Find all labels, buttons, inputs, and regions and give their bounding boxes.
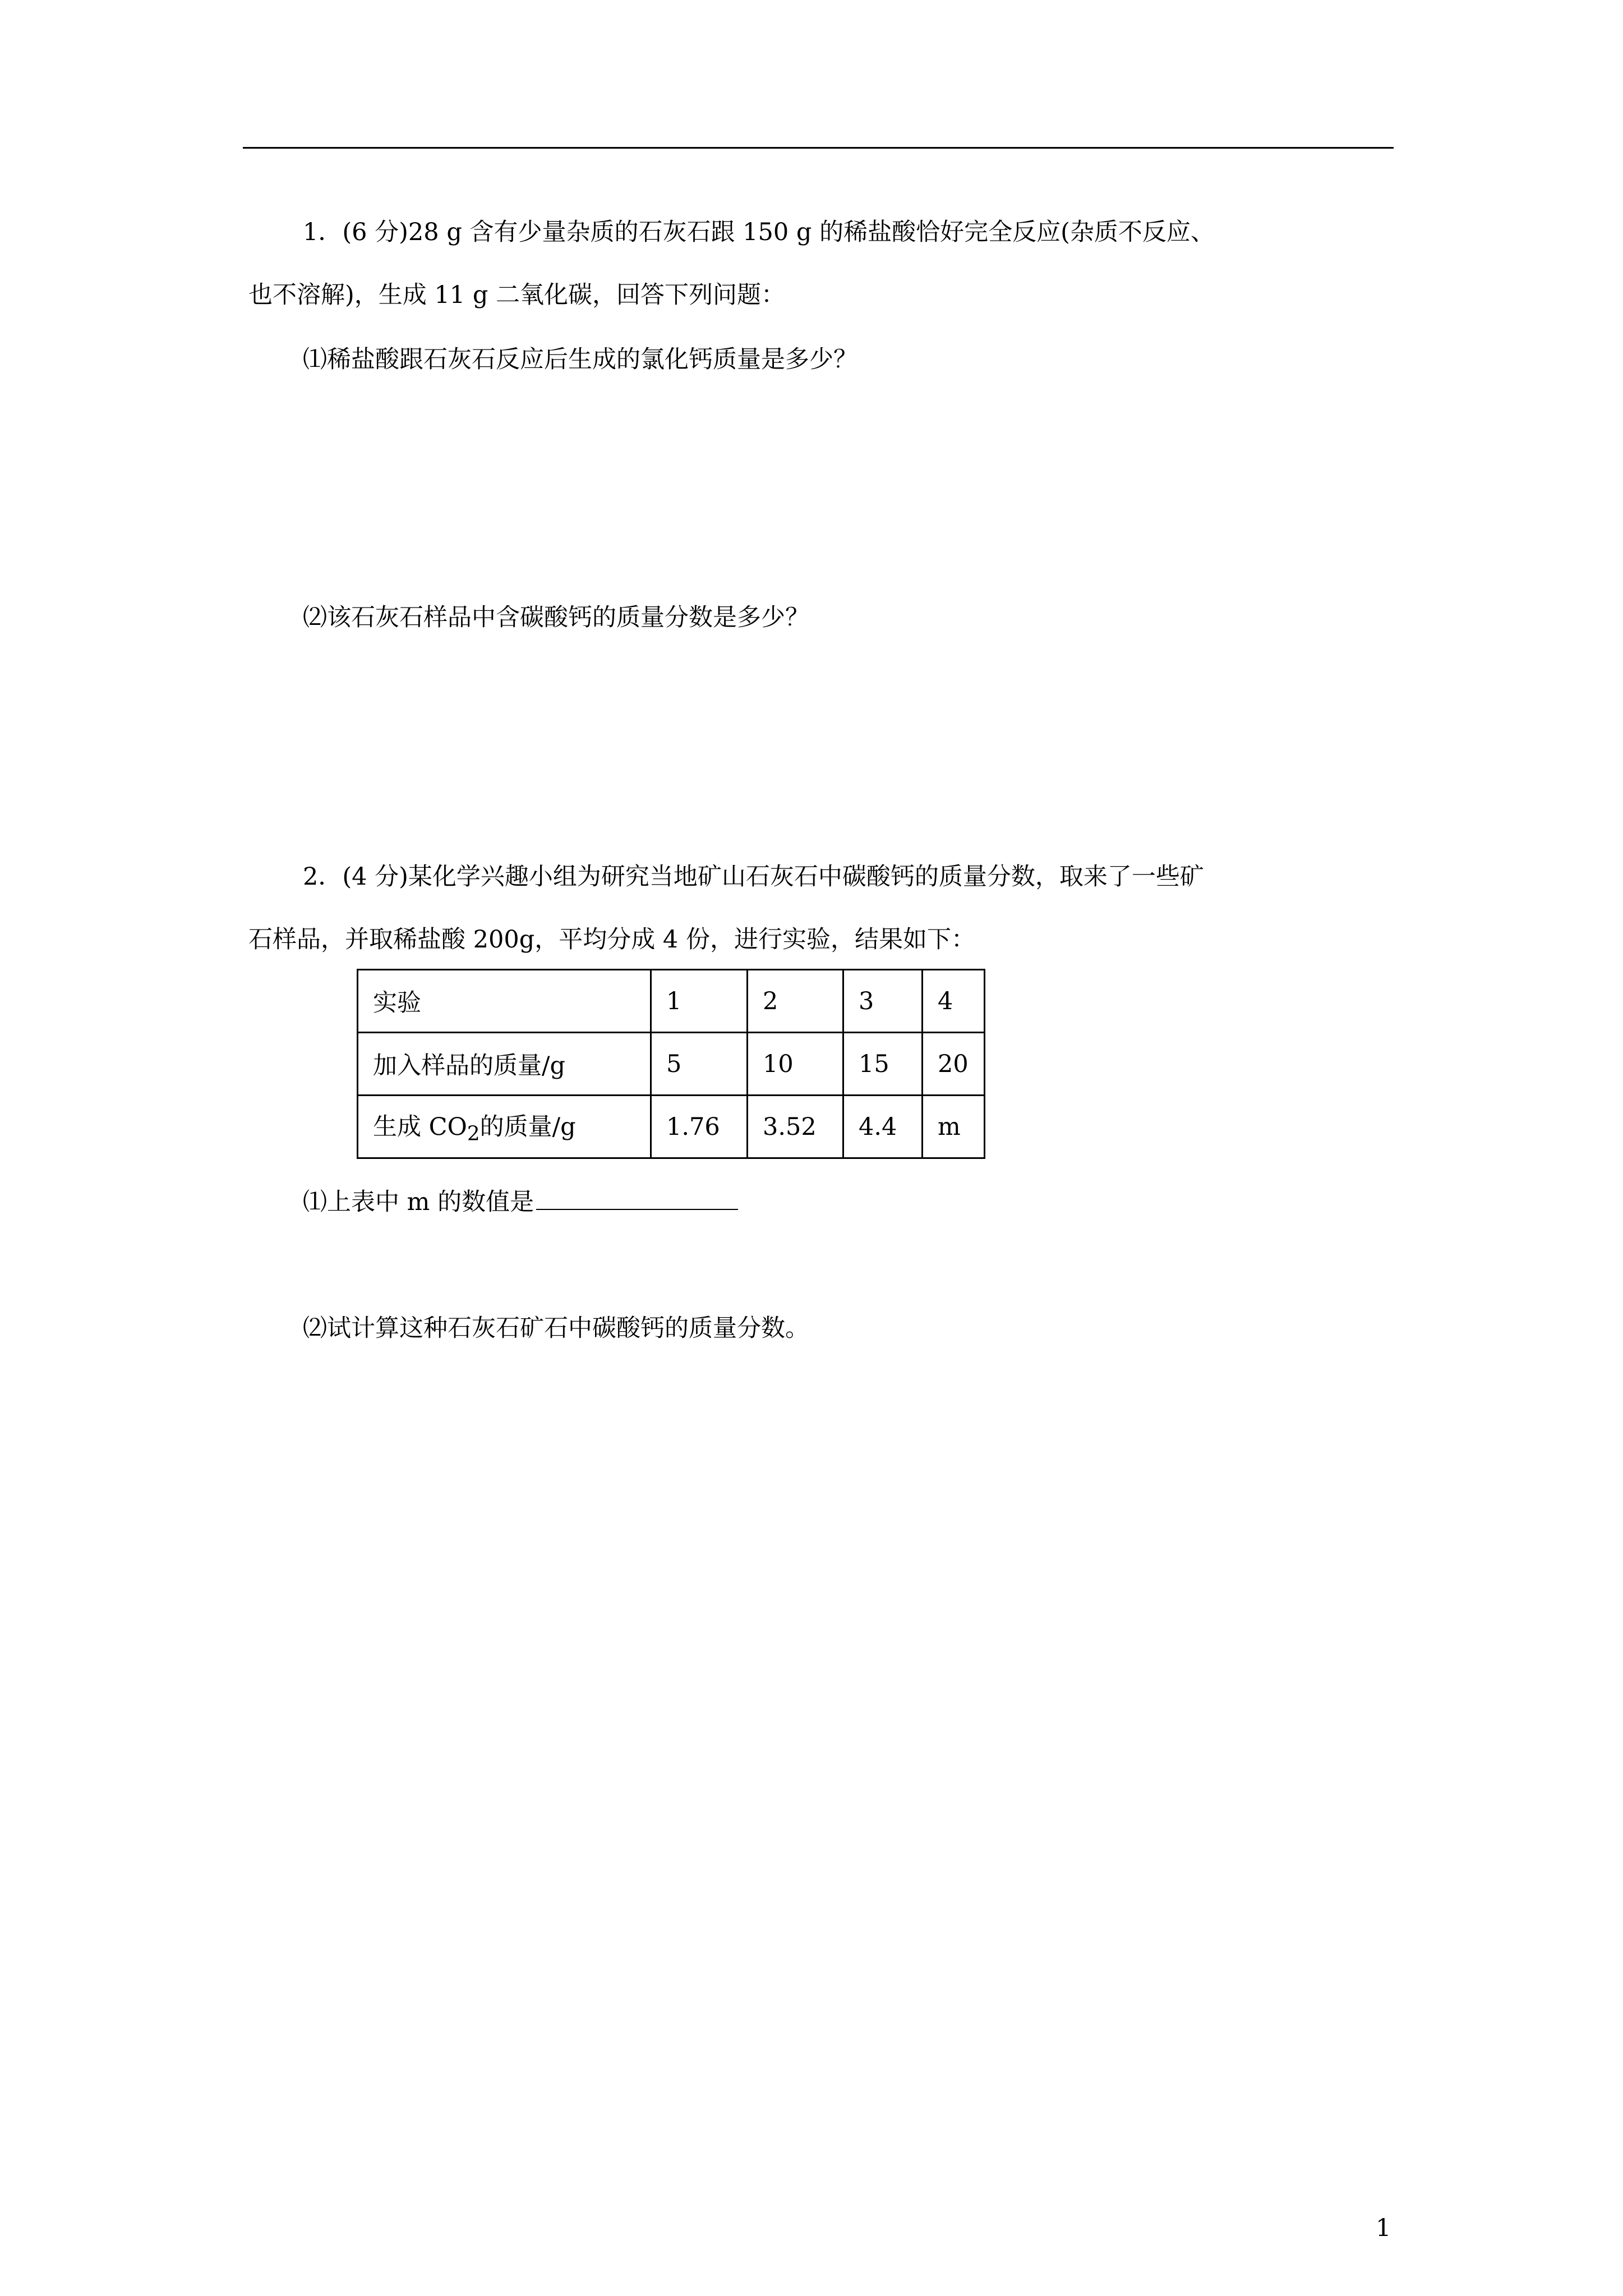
label-suffix: 的质量/g	[479, 1113, 576, 1142]
table-cell: 20	[923, 1033, 985, 1096]
question-1-stem-line-1: 1．(6 分)28 g 含有少量杂质的石灰石跟 150 g 的稀盐酸恰好完全反应(杂质不反应、	[303, 218, 1215, 246]
table-cell: 3.52	[748, 1096, 843, 1158]
table-cell: 5	[651, 1033, 748, 1096]
table-cell: 3	[843, 970, 923, 1033]
table-row	[358, 970, 985, 1033]
subquestion-text: ⑴上表中 m 的数值是	[303, 1188, 534, 1216]
answer-blank[interactable]	[536, 1186, 738, 1210]
question-2-stem-line-2: 石样品，并取稀盐酸 200g，平均分成 4 份，进行实验，结果如下：	[248, 926, 975, 954]
question-1-subquestion-1: ⑴稀盐酸跟石灰石反应后生成的氯化钙质量是多少？	[303, 346, 857, 374]
page-number: 1	[1376, 2214, 1391, 2242]
table-cell: 1.76	[651, 1096, 748, 1158]
table-row-header: 实验	[358, 970, 651, 1033]
question-1-subquestion-2: ⑵该石灰石样品中含碳酸钙的质量分数是多少？	[303, 604, 809, 632]
table-cell: 4.4	[843, 1096, 923, 1158]
question-2-subquestion-2: ⑵试计算这种石灰石矿石中碳酸钙的质量分数。	[303, 1314, 809, 1342]
table-row-header: 加入样品的质量/g	[358, 1033, 651, 1096]
table-cell: 4	[923, 970, 985, 1033]
table-row	[358, 1033, 985, 1096]
label-prefix: 生成 CO	[373, 1113, 467, 1142]
question-1-stem-line-2: 也不溶解)，生成 11 g 二氧化碳，回答下列问题：	[248, 281, 786, 309]
subscript-2: 2	[467, 1122, 480, 1145]
table-cell: 15	[843, 1033, 923, 1096]
experiment-results-table	[357, 969, 985, 1159]
table-cell: 1	[651, 970, 748, 1033]
question-2-stem-line-1: 2．(4 分)某化学兴趣小组为研究当地矿山石灰石中碳酸钙的质量分数，取来了一些矿	[303, 863, 1204, 891]
table-cell: 2	[748, 970, 843, 1033]
table-cell: 10	[748, 1033, 843, 1096]
question-2-subquestion-1	[303, 1186, 738, 1218]
header-rule	[243, 147, 1394, 149]
table-row	[358, 1096, 985, 1158]
table-cell: m	[923, 1096, 985, 1158]
table-row-header	[358, 1096, 651, 1158]
